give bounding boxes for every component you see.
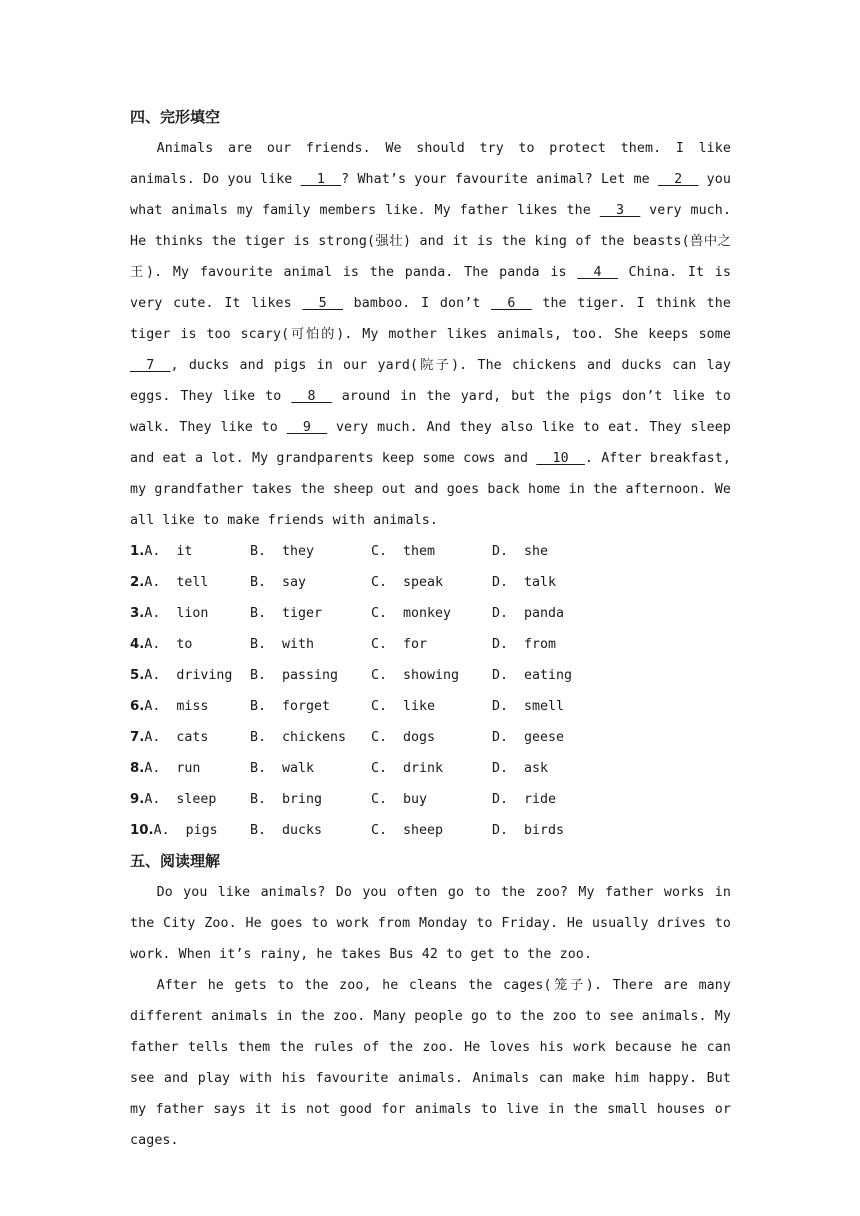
option-a-cell (130, 660, 250, 691)
option-d: D. geese (492, 730, 565, 745)
option-b: B. with (250, 637, 315, 652)
option-b: B. forget (250, 699, 331, 714)
question-number: 1. (130, 544, 145, 559)
passage-text: bamboo. I don’t (342, 296, 492, 311)
question-number: 3. (130, 606, 145, 621)
option-b-cell (250, 753, 371, 784)
option-b-cell (250, 567, 371, 598)
option-a-cell (130, 815, 250, 846)
answer-blank: 3 (599, 203, 641, 218)
option-b: B. tiger (250, 606, 323, 621)
option-d-cell (492, 598, 612, 629)
passage-text: , ducks and pigs in our yard(院子). The chickens and ducks can lay eggs. They like to (130, 358, 731, 404)
option-d-cell (492, 567, 612, 598)
passage-text: China. It is very cute. It likes (130, 265, 732, 311)
option-row (130, 536, 731, 567)
option-b-cell (250, 691, 371, 722)
option-a-cell (130, 753, 250, 784)
passage-text: you what animals my family members like. My father likes the (130, 172, 731, 218)
option-d: D. she (492, 544, 549, 559)
reading-paragraph-1: Do you like animals? Do you often go to the zoo? My father works in the City Zoo. He goes to work from Monday to Friday. He usually drives to work. When it’s rainy, he takes Bus 42 to get to the zoo. (130, 885, 731, 962)
option-b-cell (250, 660, 371, 691)
option-a: A. lion (144, 606, 209, 621)
option-a-cell (130, 691, 250, 722)
question-number: 10. (130, 823, 154, 838)
option-d: D. from (492, 637, 557, 652)
cloze-passage (130, 133, 731, 536)
option-d: D. ask (492, 761, 549, 776)
question-number: 7. (130, 730, 145, 745)
option-d: D. panda (492, 606, 565, 621)
answer-blank: 6 (491, 296, 532, 311)
question-number: 9. (130, 792, 145, 807)
option-a: A. miss (144, 699, 209, 714)
option-a-cell (130, 784, 250, 815)
option-a: A. run (144, 761, 201, 776)
option-c-cell (371, 784, 492, 815)
answer-blank: 7 (130, 358, 171, 373)
option-c: C. for (371, 637, 428, 652)
option-b-cell (250, 598, 371, 629)
option-d: D. birds (492, 823, 565, 838)
option-b-cell (250, 536, 371, 567)
question-number: 5. (130, 668, 145, 683)
option-c-cell (371, 722, 492, 753)
option-a-cell (130, 722, 250, 753)
option-c: C. monkey (371, 606, 452, 621)
option-b: B. bring (250, 792, 323, 807)
option-c: C. dogs (371, 730, 436, 745)
option-row (130, 722, 731, 753)
option-a: A. it (144, 544, 193, 559)
option-c-cell (371, 660, 492, 691)
option-a: A. driving (144, 668, 233, 683)
option-a: A. sleep (144, 792, 217, 807)
option-b-cell (250, 629, 371, 660)
option-b-cell (250, 722, 371, 753)
option-d: D. smell (492, 699, 565, 714)
page-content (130, 102, 731, 1156)
option-c-cell (371, 598, 492, 629)
option-row (130, 753, 731, 784)
option-d-cell (492, 815, 612, 846)
option-c: C. like (371, 699, 436, 714)
answer-blank: 2 (657, 172, 699, 187)
option-c-cell (371, 629, 492, 660)
option-c: C. showing (371, 668, 460, 683)
option-row (130, 815, 731, 846)
passage-text: ? What’s your favourite animal? Let me (341, 172, 658, 187)
option-b: B. say (250, 575, 307, 590)
passage-text: Animals are our friends. We should try to protect them. I like animals. Do you like (130, 141, 731, 187)
answer-blank: 1 (300, 172, 342, 187)
passage-text: . After breakfast, my grandfather takes the sheep out and goes back home in the afternoon. We all like to make friends with animals. (130, 451, 731, 528)
option-row (130, 598, 731, 629)
option-c: C. sheep (371, 823, 444, 838)
option-d: D. eating (492, 668, 573, 683)
passage-text: the tiger. I think the tiger is too scary(可怕的). My mother likes animals, too. She keeps some (130, 296, 732, 342)
option-c: C. buy (371, 792, 428, 807)
option-b-cell (250, 784, 371, 815)
option-d-cell (492, 536, 612, 567)
passage-text: around in the yard, but the pigs don’t like to walk. They like to (130, 389, 731, 435)
option-c-cell (371, 691, 492, 722)
cloze-options-list (130, 536, 731, 846)
option-c: C. speak (371, 575, 444, 590)
option-c-cell (371, 536, 492, 567)
option-d-cell (492, 660, 612, 691)
option-a-cell (130, 536, 250, 567)
option-row (130, 567, 731, 598)
option-d-cell (492, 784, 612, 815)
question-number: 6. (130, 699, 145, 714)
cloze-heading: 四、完形填空 (130, 108, 221, 126)
question-number: 8. (130, 761, 145, 776)
passage-text: very much. He thinks the tiger is strong(强壮) and it is the king of the beasts(兽中之王). My favourite animal is the panda. The panda is (130, 203, 731, 280)
option-c: C. drink (371, 761, 444, 776)
option-c: C. them (371, 544, 436, 559)
option-b: B. walk (250, 761, 315, 776)
option-row (130, 660, 731, 691)
reading-heading: 五、阅读理解 (130, 852, 221, 870)
option-d-cell (492, 629, 612, 660)
option-d-cell (492, 722, 612, 753)
option-d-cell (492, 691, 612, 722)
answer-blank: 4 (577, 265, 618, 280)
option-a-cell (130, 629, 250, 660)
answer-blank: 5 (302, 296, 343, 311)
answer-blank: 9 (286, 420, 328, 435)
option-b: B. passing (250, 668, 339, 683)
option-a: A. tell (144, 575, 209, 590)
reading-paragraph-2: After he gets to the zoo, he cleans the cages(笼子). There are many different animals in the zoo. Many people go to the zoo to see animals. My father tells them the rules of the zoo. He loves his work because he can see and play with his favourite animals. Animals can make him happy. But my father says it is not good for animals to live in the small houses or cages. (130, 978, 731, 1148)
question-number: 4. (130, 637, 145, 652)
option-d-cell (492, 753, 612, 784)
option-a-cell (130, 598, 250, 629)
option-d: D. ride (492, 792, 557, 807)
option-a: A. to (144, 637, 193, 652)
option-row (130, 784, 731, 815)
option-b-cell (250, 815, 371, 846)
option-b: B. ducks (250, 823, 323, 838)
option-b: B. chickens (250, 730, 347, 745)
question-number: 2. (130, 575, 145, 590)
answer-blank: 8 (291, 389, 332, 404)
passage-text: very much. And they also like to eat. They sleep and eat a lot. My grandparents keep some cows and (130, 420, 731, 466)
answer-blank: 10 (536, 451, 585, 466)
option-c-cell (371, 567, 492, 598)
option-row (130, 629, 731, 660)
option-c-cell (371, 753, 492, 784)
option-a-cell (130, 567, 250, 598)
option-a: A. pigs (153, 823, 218, 838)
option-b: B. they (250, 544, 315, 559)
option-a: A. cats (144, 730, 209, 745)
option-c-cell (371, 815, 492, 846)
option-row (130, 691, 731, 722)
option-d: D. talk (492, 575, 557, 590)
